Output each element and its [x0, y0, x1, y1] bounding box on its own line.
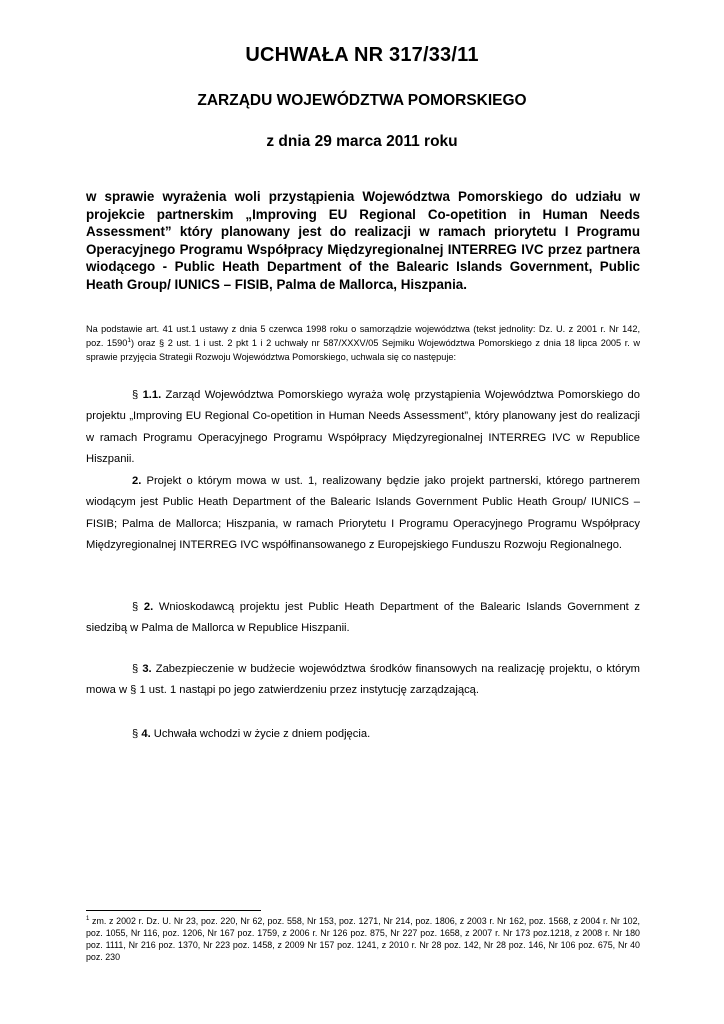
section-prefix: §: [132, 601, 144, 613]
section-number: 1.1.: [142, 389, 162, 401]
footnote-separator: [86, 910, 261, 911]
section-text: Zabezpieczenie w budżecie województwa środków finansowych na realizację projektu, o którym mowa w § 1 ust. 1 nastąpi po jego zatwierdzeniu przez instytucję zarządzającą.: [86, 663, 640, 697]
section-1-paragraph-2: [86, 471, 640, 557]
section-prefix: §: [132, 663, 143, 675]
footnote: [86, 915, 640, 963]
footnote-reference: 1: [127, 336, 131, 344]
section-number: 2.: [132, 475, 142, 487]
section-prefix: §: [132, 728, 142, 740]
legal-basis-text-2: ) oraz § 2 ust. 1 i ust. 2 pkt 1 i 2 uchwały nr 587/XXXV/05 Sejmiku Województwa Pomorskiego z dnia 18 lipca 2005 r. w sprawie przyjęcia Strategii Rozwoju Województwa Pomorskiego, uchwala się co następuje:: [86, 337, 640, 362]
resolution-date: z dnia 29 marca 2011 roku: [266, 133, 458, 150]
section-text: Wnioskodawcą projektu jest Public Heath Department of the Balearic Islands Government z siedzibą w Palma de Mallorca w Republice Hiszpanii.: [86, 601, 640, 635]
section-text: Uchwała wchodzi w życie z dniem podjęcia.: [150, 728, 371, 740]
section-text: Zarząd Województwa Pomorskiego wyraża wolę przystąpienia Województwa Pomorskiego do projektu „Improving EU Regional Co-opetition in Human Needs Assessment”, który planowany jest do realizacji w ramach Programu Operacyjnego Programu Współpracy Międzyregionalnej INTERREG IVC w Republice Hiszpanii.: [86, 389, 640, 466]
section-number: 3.: [142, 663, 152, 675]
footnote-text: zm. z 2002 r. Dz. U. Nr 23, poz. 220, Nr 62, poz. 558, Nr 153, poz. 1271, Nr 214, poz. 1806, z 2003 r. Nr 162, poz. 1568, z 2004 r. Nr 102, poz. 1055, Nr 116, poz. 1206, Nr 167 poz. 1759, z 2006 r. Nr 126 poz. 875, Nr 227 poz. 1658, z 2007 r. Nr 173 poz.1218, z 2008 r. Nr 180 poz. 1111, Nr 216 poz. 1370, Nr 223 poz. 1458, z 2009 Nr 157 poz. 1241, z 2010 r. Nr 28 poz. 142, Nr 28 poz. 146, Nr 106 poz. 675, Nr 40 poz. 230: [86, 916, 640, 962]
section-prefix: §: [132, 389, 143, 401]
section-2: [86, 597, 640, 640]
section-number: 2.: [143, 601, 154, 613]
footnote-mark: 1: [86, 916, 90, 923]
issuing-authority: ZARZĄDU WOJEWÓDZTWA POMORSKIEGO: [197, 92, 527, 109]
section-1-paragraph-1: [86, 385, 640, 471]
legal-basis: [86, 323, 640, 364]
resolution-title: UCHWAŁA NR 317/33/11: [245, 44, 479, 66]
section-4: [86, 724, 640, 745]
section-number: 4.: [141, 728, 151, 740]
resolution-subject: w sprawie wyrażenia woli przystąpienia Województwa Pomorskiego do udziału w projekcie partnerskim „Improving EU Regional Co-opetition in Human Needs Assessment” który planowany jest do realizacji w ramach priorytetu I Programu Operacyjnego Programu Współpracy Międzyregionalnej INTERREG IVC przez partnera wiodącego - Public Heath Department of the Balearic Islands Government, Public Heath Group/ IUNICS – FISIB, Palma de Mallorca, Hiszpania.: [86, 189, 640, 292]
legal-basis-text-1: Na podstawie art. 41 ust.1 ustawy z dnia 5 czerwca 1998 roku o samorządzie województwa (tekst jednolity: Dz. U. z 2001 r. Nr 142, poz. 1590: [86, 324, 640, 348]
section-3: [86, 659, 640, 702]
section-text: Projekt o którym mowa w ust. 1, realizowany będzie jako projekt partnerski, którego partnerem wiodącym jest Public Heath Department of the Balearic Islands Government Public Heath Group/ IUNICS – FISIB; Palma de Mallorca; Hiszpania, w ramach Priorytetu I Programu Operacyjnego Programu Współpracy Międzyregionalnej INTERREG IVC współfinansowanego z Europejskiego Funduszu Rozwoju Regionalnego.: [86, 475, 640, 552]
